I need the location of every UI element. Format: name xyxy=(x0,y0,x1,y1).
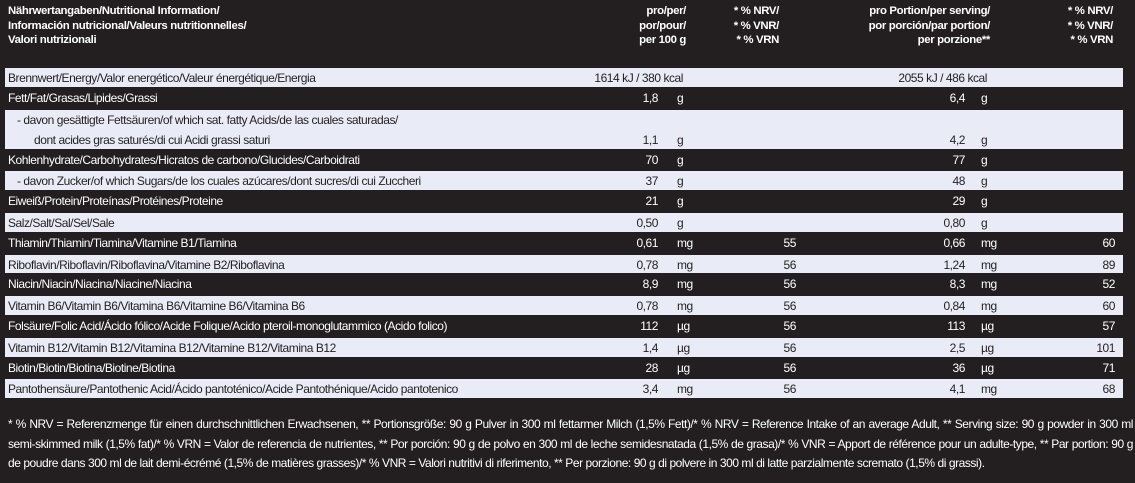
unit-per-portion: µg xyxy=(981,340,994,355)
header-nrv-line: * % NRV/ xyxy=(733,5,779,17)
unit-per-100g: µg xyxy=(677,360,690,375)
table-row xyxy=(5,378,1123,399)
unit-per-portion: g xyxy=(981,194,988,209)
nutrient-label: Eiweiß/Protein/Proteínas/Protéines/Proteine xyxy=(8,194,223,209)
nutrient-label: Folsäure/Folic Acid/Ácido fólico/Acide Folique/Acido pteroil-monoglutammico (Acido folico) xyxy=(8,318,448,333)
nutrient-label: Fett/Fat/Grasas/Lipides/Grassi xyxy=(8,90,158,105)
nrv-per-portion: 71 xyxy=(1102,360,1115,375)
nrv-per-100g: 56 xyxy=(783,257,796,272)
table-row xyxy=(5,274,1123,295)
header-nrv-portion xyxy=(1068,4,1113,48)
header-per-100g-line: por/pour/ xyxy=(639,19,686,32)
value-per-portion: 4,1 xyxy=(949,382,965,397)
value-per-100g: 0,78 xyxy=(636,257,658,272)
nrv-per-100g: 56 xyxy=(783,318,796,333)
value-per-100g: 0,61 xyxy=(636,235,658,250)
unit-per-100g: g xyxy=(677,174,684,189)
table-row xyxy=(5,254,1123,275)
header-title-line: Valori nutrizionali xyxy=(8,34,97,46)
nrv-per-100g: 56 xyxy=(783,382,796,397)
table-row xyxy=(5,233,1123,254)
table-row xyxy=(5,88,1123,109)
unit-per-100g: mg xyxy=(677,277,693,292)
nutrient-label: Niacin/Niacin/Niacina/Niacine/Niacina xyxy=(8,277,192,292)
table-row xyxy=(5,67,1123,88)
nutrient-label: Kohlenhydrate/Carbohydrates/Hicratos de carbono/Glucides/Carboidrati xyxy=(8,152,360,167)
energy-per-portion: 2055 kJ / 486 kcal xyxy=(898,71,987,85)
value-per-portion: 0,66 xyxy=(943,235,965,250)
value-per-portion: 6,4 xyxy=(949,90,965,105)
nutrient-label: Thiamin/Thiamin/Tiamina/Vitamine B1/Tiamina xyxy=(8,235,237,250)
header-nrv-line: * % VNR/ xyxy=(733,19,779,32)
table-row xyxy=(5,295,1123,316)
nutrient-label: Salz/Salt/Sal/Sel/Sale xyxy=(8,215,115,230)
nrv-per-portion: 68 xyxy=(1102,382,1115,397)
header-title-line: Información nutricional/Valeurs nutritionnelles/ xyxy=(8,19,247,32)
header-per-100g-line: per 100 g xyxy=(639,34,686,46)
nutrient-label: Riboflavin/Riboflavin/Riboflavina/Vitamine B2/Riboflavina xyxy=(8,257,285,272)
nutrient-label: Biotin/Biotin/Biotina/Biotine/Biotina xyxy=(8,360,175,375)
unit-per-portion: µg xyxy=(981,360,994,375)
value-per-portion: 29 xyxy=(952,194,965,209)
value-per-100g: 21 xyxy=(645,194,658,209)
header-per-portion-line: per porzione** xyxy=(917,34,990,46)
header-nrv-line: * % VNR/ xyxy=(1067,19,1113,32)
header-per-100g-line: pro/per/ xyxy=(646,5,686,17)
nutrition-table xyxy=(5,67,1123,399)
value-per-100g: 37 xyxy=(645,174,658,189)
table-row xyxy=(5,109,1123,150)
nrv-per-100g: 55 xyxy=(783,235,796,250)
header-nrv-line: * % VRN xyxy=(1070,34,1113,46)
unit-per-100g: µg xyxy=(677,318,690,333)
nutrient-label: Vitamin B6/Vitamin B6/Vitamina B6/Vitamine B6/Vitamina B6 xyxy=(8,299,305,314)
header-per-portion xyxy=(869,4,990,48)
unit-per-100g: g xyxy=(677,152,684,167)
nutrient-label: Vitamin B12/Vitamin B12/Vitamina B12/Vitamine B12/Vitamina B12 xyxy=(8,340,336,355)
value-per-portion: 8,3 xyxy=(949,277,965,292)
nrv-per-100g: 56 xyxy=(783,340,796,355)
value-per-100g: 112 xyxy=(640,318,658,333)
unit-per-100g: g xyxy=(677,90,684,105)
nutrient-label: - davon gesättigte Fettsäuren/of which sat. fatty Acids/de las cuales saturadas/ xyxy=(17,112,398,127)
value-per-portion: 4,2 xyxy=(949,132,965,147)
table-row xyxy=(5,150,1123,171)
value-per-100g: 1,1 xyxy=(642,132,658,147)
unit-per-100g: mg xyxy=(677,257,693,272)
value-per-portion: 1,24 xyxy=(943,257,965,272)
nutrient-label: Brennwert/Energy/Valor energético/Valeur énergétique/Energia xyxy=(8,71,316,85)
unit-per-portion: g xyxy=(981,152,988,167)
table-row xyxy=(5,212,1123,233)
header-nrv-line: * % NRV/ xyxy=(1067,5,1113,17)
unit-per-100g: mg xyxy=(677,382,693,397)
value-per-portion: 113 xyxy=(947,318,965,333)
nrv-per-100g: 56 xyxy=(783,299,796,314)
header-nrv-line: * % VRN xyxy=(736,34,779,46)
unit-per-100g: mg xyxy=(677,299,693,314)
nutrient-label-continued: dont acides gras saturés/di cui Acidi grassi saturi xyxy=(34,132,270,147)
unit-per-portion: g xyxy=(981,132,988,147)
unit-per-portion: mg xyxy=(981,382,997,397)
unit-per-portion: mg xyxy=(981,257,997,272)
value-per-portion: 2,5 xyxy=(949,340,965,355)
value-per-100g: 1,8 xyxy=(642,90,658,105)
unit-per-portion: g xyxy=(981,174,988,189)
header-per-100g xyxy=(639,4,686,48)
unit-per-100g: g xyxy=(677,215,684,230)
header-title xyxy=(8,4,246,48)
value-per-100g: 0,78 xyxy=(636,299,658,314)
unit-per-portion: mg xyxy=(981,299,997,314)
header-title-line: Nährwertangaben/Nutritional Information/ xyxy=(8,5,220,17)
nrv-per-100g: 56 xyxy=(783,360,796,375)
nutrient-label: Pantothensäure/Pantothenic Acid/Ácido pantoténico/Acide Pantothénique/Acido pantotenico xyxy=(8,382,458,397)
unit-per-100g: g xyxy=(677,194,684,209)
header-per-portion-line: por porción/par portion/ xyxy=(868,19,990,32)
unit-per-portion: µg xyxy=(981,318,994,333)
unit-per-portion: mg xyxy=(981,235,997,250)
value-per-portion: 36 xyxy=(952,360,965,375)
unit-per-portion: g xyxy=(981,215,988,230)
nrv-per-portion: 52 xyxy=(1102,277,1115,292)
value-per-100g: 1,4 xyxy=(642,340,658,355)
value-per-100g: 8,9 xyxy=(642,277,658,292)
value-per-portion: 48 xyxy=(952,174,965,189)
nrv-per-100g: 56 xyxy=(783,277,796,292)
unit-per-100g: mg xyxy=(677,235,693,250)
nrv-per-portion: 60 xyxy=(1102,235,1115,250)
nrv-per-portion: 89 xyxy=(1102,257,1115,272)
table-row xyxy=(5,316,1123,337)
unit-per-100g: µg xyxy=(677,340,690,355)
energy-per-100g: 1614 kJ / 380 kcal xyxy=(594,71,683,85)
nrv-per-portion: 101 xyxy=(1096,340,1115,355)
value-per-portion: 77 xyxy=(952,152,965,167)
nrv-per-portion: 60 xyxy=(1102,299,1115,314)
header-per-portion-line: pro Portion/per serving/ xyxy=(869,5,990,17)
value-per-100g: 3,4 xyxy=(642,382,658,397)
table-row xyxy=(5,337,1123,358)
value-per-100g: 70 xyxy=(645,152,658,167)
value-per-100g: 28 xyxy=(645,360,658,375)
nutrient-label: - davon Zucker/of which Sugars/de los cuales azúcares/dont sucres/di cui Zuccheri xyxy=(17,174,421,189)
unit-per-100g: g xyxy=(677,132,684,147)
unit-per-portion: g xyxy=(981,90,988,105)
header-nrv-100g xyxy=(734,4,779,48)
value-per-portion: 0,80 xyxy=(943,215,965,230)
unit-per-portion: mg xyxy=(981,277,997,292)
table-row xyxy=(5,358,1123,379)
nrv-per-portion: 57 xyxy=(1102,318,1115,333)
value-per-portion: 0,84 xyxy=(943,299,965,314)
table-row xyxy=(5,170,1123,191)
value-per-100g: 0,50 xyxy=(636,215,658,230)
footnote: * % NRV = Referenzmenge für einen durchschnittlichen Erwachsenen, ** Portionsgröße: 90 g Pulver in 300 ml fettarmer Milch (1,5% Fett)/* % NRV = Reference Intake of an average Adult, ** Serving size: 90 g powder in 300 ml semi-skimmed milk (1,5% fat)/* % VRN = Valor de referencia de nutrientes, ** Por porción: 90 g de polvo en 300 ml de leche semidesnatada (1,5% de grasa)/* % VNR = Apport de référence pour un adulte-type, ** Par portion: 90 g de poudre dans 300 ml de lait demi-écrémé (1,5% de matières grasses)/* % VNR = Valori nutritivi di riferimento, ** Per porzione: 90 g di polvere in 300 ml di latte parzialmente scremato (1,5% di grassi). xyxy=(8,417,1133,470)
table-row xyxy=(5,191,1123,212)
